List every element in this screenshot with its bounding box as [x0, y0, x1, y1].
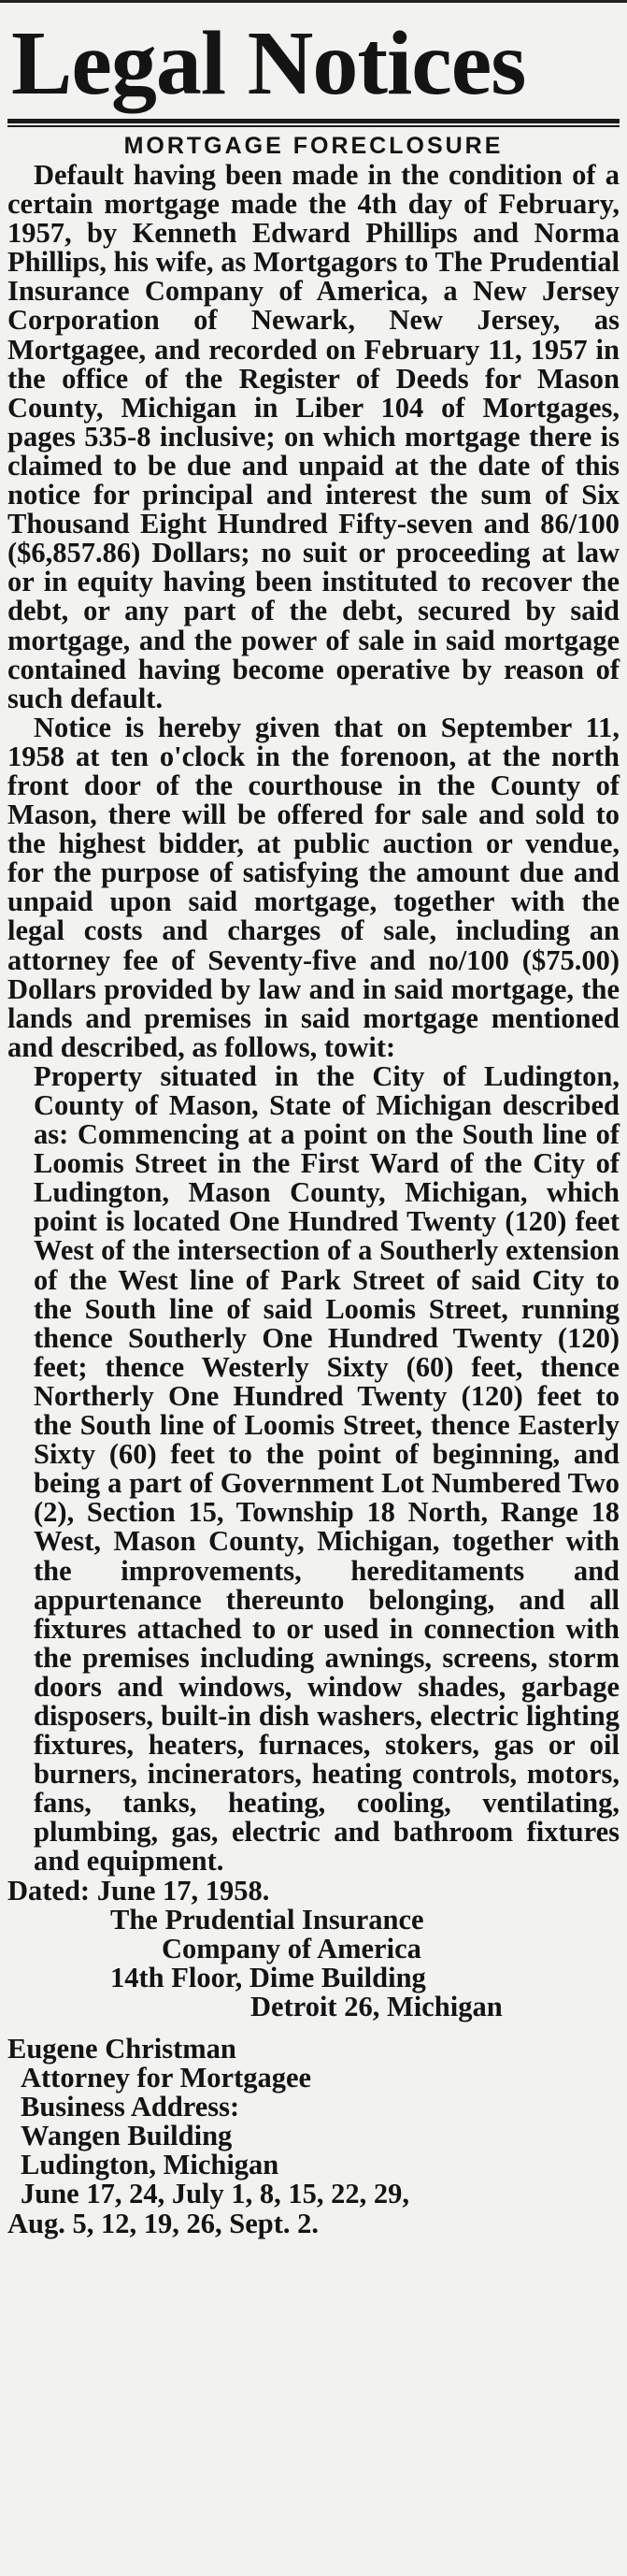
publication-dates-line1: June 17, 24, July 1, 8, 15, 22, 29,	[21, 2178, 410, 2210]
mortgagee-name-line2: Company of America	[162, 1932, 421, 1964]
page-heading: Legal Notices	[11, 13, 526, 114]
heading-rule-thick	[7, 119, 620, 123]
mortgagee-address-line: 14th Floor, Dime Building	[110, 1961, 426, 1993]
publication-dates-line2: Aug. 5, 12, 19, 26, Sept. 2.	[7, 2207, 319, 2239]
notice-body	[7, 161, 620, 2238]
mortgagee-city-line: Detroit 26, Michigan	[250, 1990, 503, 2022]
mortgagee-name-line1: The Prudential Insurance	[110, 1903, 424, 1936]
notice-title: MORTGAGE FORECLOSURE	[123, 133, 504, 159]
mortgagee-signature	[7, 1903, 620, 2022]
dated-line: Dated: June 17, 1958.	[7, 1874, 270, 1907]
business-address-label: Business Address:	[21, 2091, 240, 2123]
default-paragraph: Default having been made in the condition of a certain mortgage made the 4th day of February, 1957, by Kenneth Edward Phillips and Norma Phillips, his wife, as Mortgagors to The Prudential Insurance Company of America, a New Jersey Corporation of Newark, New Jersey, as Mortgagee, and recorded on February 11, 1957 in the office of the Register of Deeds for Mason County, Michigan in Liber 104 of Mortgages, pages 535-8 inclusive; on which mortgage there is claimed to be due and unpaid at the date of this notice for principal and interest the sum of Six Thousand Eight Hundred Fifty-seven and 86/100 ($6,857.86) Dollars; no suit or proceeding at law or in equity having been instituted to recover the debt, or any part of the debt, secured by said mortgage, and the power of sale in said mortgage contained having become operative by reason of such default.	[7, 159, 620, 714]
attorney-city: Ludington, Michigan	[21, 2149, 279, 2181]
top-border	[0, 0, 627, 12]
heading-rule-thin	[7, 125, 620, 127]
attorney-title: Attorney for Mortgagee	[21, 2062, 312, 2094]
attorney-name: Eugene Christman	[7, 2033, 236, 2065]
notice-paragraph: Notice is hereby given that on September 11, 1958 at ten o'clock in the forenoon, at the north front door of the courthouse in the County of Mason, there will be offered for sale and sold to the highest bidder, at public auction or vendue, for the purpose of satisfying the amount due and unpaid upon said mortgage, together with the legal costs and charges of sale, including an attorney fee of Seventy-five and no/100 ($75.00) Dollars provided by law and in said mortgage, the lands and premises in said mortgage mentioned and described, as follows, towit:	[7, 711, 620, 1063]
property-paragraph: Property situated in the City of Ludington, County of Mason, State of Michigan described as: Commencing at a point on the South line of Loomis Street in the First Ward of the City of Ludington, Mason County, Michigan, which point is located One Hundred Twenty (120) feet West of the intersection of a Southerly extension of the West line of Park Street of said City to the South line of said Loomis Street, running thence Southerly One Hundred Twenty (120) feet; thence Westerly Sixty (60) feet, thence Northerly One Hundred Twenty (120) feet to the South line of Loomis Street, thence Easterly Sixty (60) feet to the point of beginning, and being a part of Government Lot Numbered Two (2), Section 15, Township 18 North, Range 18 West, Mason County, Michigan, together with the improvements, hereditaments and appurtenance thereunto belonging, and all fixtures attached to or used in connection with the premises including awnings, screens, storm doors and windows, window shades, garbage disposers, built-in dish washers, electric lighting fixtures, heaters, furnaces, stokers, gas or oil burners, incinerators, heating controls, motors, fans, tanks, heating, cooling, ventilating, plumbing, gas, electric and bathroom fixtures and equipment.	[34, 1059, 620, 1878]
attorney-block	[7, 2035, 620, 2238]
attorney-building: Wangen Building	[21, 2120, 233, 2152]
